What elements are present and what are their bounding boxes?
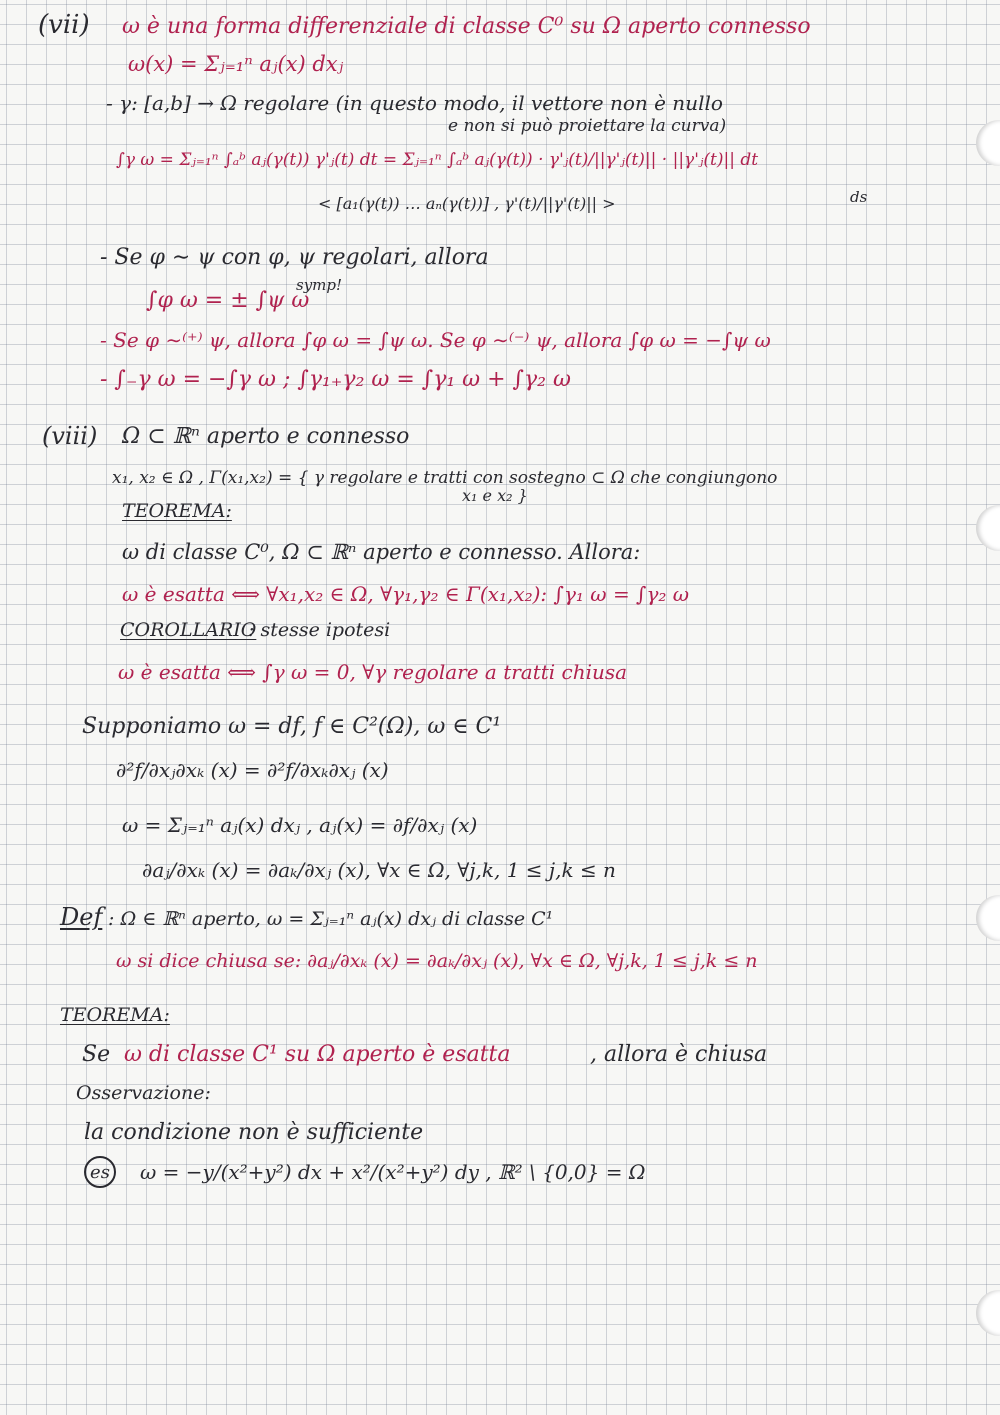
gamma-set-definition-cont: x₁ e x₂ }	[462, 486, 528, 505]
observation-statement: la condizione non è sufficiente	[84, 1120, 424, 1145]
section-label-vii: (vii)	[38, 10, 90, 40]
corollary-statement: ω è esatta ⟺ ∫γ ω = 0, ∀γ regolare a tratti chiusa	[118, 660, 628, 684]
suppose-line: Supponiamo ω = df, f ∈ C²(Ω), ω ∈ C¹	[82, 714, 502, 739]
section-label-viii: (viii)	[42, 422, 98, 450]
definition-label: Def	[60, 903, 103, 931]
example-formula: ω = −y/(x²+y²) dx + x²/(x²+y²) dy , ℝ² \ {0,0} = Ω	[140, 1160, 646, 1184]
theorem-title: TEOREMA:	[122, 500, 232, 522]
observation-title: Osservazione:	[76, 1082, 211, 1104]
gamma-definition-cont: e non si può proiettare la curva)	[448, 116, 727, 136]
punch-hole	[976, 505, 1000, 551]
omega-expansion: ω = Σⱼ₌₁ⁿ aⱼ(x) dxⱼ , aⱼ(x) = ∂f/∂xⱼ (x)	[122, 813, 478, 837]
vii-intro: ω è una forma differenziale di classe C⁰ su Ω aperto connesso	[122, 14, 811, 39]
corollary-title: COROLLARIO	[120, 619, 257, 641]
inner-product-note: < [a₁(γ(t)) … aₙ(γ(t))] , γ'(t)/||γ'(t)|| >	[318, 194, 616, 213]
theorem-se: Se	[82, 1042, 111, 1067]
closed-form-definition: ω si dice chiusa se: ∂aⱼ/∂xₖ (x) = ∂aₖ/∂xⱼ (x), ∀x ∈ Ω, ∀j,k, 1 ≤ j,k ≤ n	[116, 950, 758, 972]
gamma-definition: - γ: [a,b] → Ω regolare (in questo modo, il vettore non è nullo	[106, 91, 723, 115]
theorem-statement-black: , allora è chiusa	[590, 1042, 768, 1067]
punch-hole	[976, 895, 1000, 941]
derivative-symmetry: ∂aⱼ/∂xₖ (x) = ∂aₖ/∂xⱼ (x), ∀x ∈ Ω, ∀j,k, 1 ≤ j,k ≤ n	[142, 858, 616, 882]
theorem-hypothesis: ω di classe C⁰, Ω ⊂ ℝⁿ aperto e connesso. Allora:	[122, 540, 641, 564]
equivalence-rule-2: ∫φ ω = ± ∫ψ ω	[146, 288, 310, 313]
schwarz-equality: ∂²f/∂xⱼ∂xₖ (x) = ∂²f/∂xₖ∂xⱼ (x)	[116, 758, 389, 782]
equivalence-rule-1: - Se φ ∼ ψ con φ, ψ regolari, allora	[100, 245, 489, 270]
viii-intro: Ω ⊂ ℝⁿ aperto e connesso	[122, 424, 410, 449]
equivalence-rule-2-note: symp!	[296, 276, 343, 294]
theorem-statement-red: ω di classe C¹ su Ω aperto è esatta	[124, 1042, 511, 1067]
theorem-title-2: TEOREMA:	[60, 1004, 170, 1026]
ds-note: ds	[850, 188, 868, 206]
gamma-set-definition: x₁, x₂ ∈ Ω , Γ(x₁,x₂) = { γ regolare e tratti con sostegno ⊂ Ω che congiungono	[112, 468, 778, 488]
definition-hypothesis: : Ω ∈ ℝⁿ aperto, ω = Σⱼ₌₁ⁿ aⱼ(x) dxⱼ di classe C¹	[108, 908, 554, 930]
equivalence-rule-3: - Se φ ∼⁽⁺⁾ ψ, allora ∫φ ω = ∫ψ ω. Se φ ∼⁽⁻⁾ ψ, allora ∫φ ω = −∫ψ ω	[100, 328, 771, 352]
punch-hole	[976, 1290, 1000, 1336]
theorem-statement: ω è esatta ⟺ ∀x₁,x₂ ∈ Ω, ∀γ₁,γ₂ ∈ Γ(x₁,x₂): ∫γ₁ ω = ∫γ₂ ω	[122, 582, 690, 606]
equivalence-rule-4: - ∫₋γ ω = −∫γ ω ; ∫γ₁₊γ₂ ω = ∫γ₁ ω + ∫γ₂ ω	[100, 367, 571, 392]
punch-hole	[976, 120, 1000, 166]
corollary-hypothesis: : stesse ipotesi	[248, 619, 391, 641]
omega-definition: ω(x) = Σⱼ₌₁ⁿ aⱼ(x) dxⱼ	[128, 52, 344, 76]
example-badge-text: es	[84, 1156, 116, 1188]
example-badge	[84, 1156, 116, 1188]
line-integral-formula: ∫γ ω = Σⱼ₌₁ⁿ ∫ₐᵇ aⱼ(γ(t)) γ'ⱼ(t) dt = Σⱼ₌₁ⁿ ∫ₐᵇ aⱼ(γ(t)) · γ'ⱼ(t)/||γ'ⱼ(t)|| · ||γ'ⱼ(t)|| dt	[116, 150, 759, 170]
